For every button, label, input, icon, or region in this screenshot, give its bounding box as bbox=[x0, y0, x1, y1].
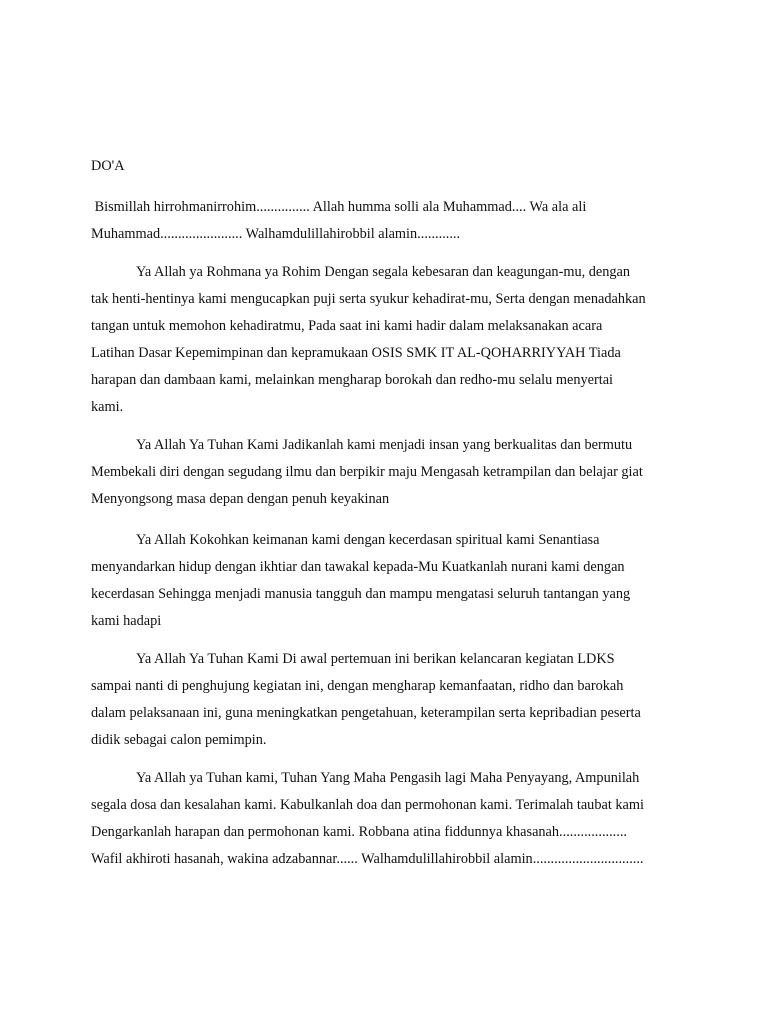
paragraph bbox=[91, 259, 691, 421]
paragraph bbox=[91, 527, 691, 635]
paragraph-4 bbox=[91, 646, 691, 754]
text-line: Ya Allah Ya Tuhan Kami Jadikanlah kami menjadi insan yang berkualitas dan bermutu bbox=[136, 437, 633, 453]
text-line: kami hadapi bbox=[91, 613, 162, 629]
text-line: dalam pelaksanaan ini, guna meningkatkan pengetahuan, keterampilan serta kepribadian peserta bbox=[91, 705, 641, 721]
text-line: Ya Allah Kokohkan keimanan kami dengan kecerdasan spiritual kami Senantiasa bbox=[136, 532, 600, 548]
paragraph bbox=[91, 194, 691, 248]
text-line: Menyongsong masa depan dengan penuh keyakinan bbox=[91, 491, 390, 507]
document-title: DO'A bbox=[91, 158, 125, 174]
text-line: menyandarkan hidup dengan ikhtiar dan tawakal kepada-Mu Kuatkanlah nurani kami dengan bbox=[91, 559, 625, 575]
paragraph bbox=[91, 765, 691, 873]
text-line: Muhammad....................... Walhamdulillahirobbil alamin............ bbox=[91, 226, 461, 242]
text-line: tak henti-hentinya kami mengucapkan puji serta syukur kehadirat-mu, Serta dengan menadahkan bbox=[91, 291, 646, 307]
text-line: segala dosa dan kesalahan kami. Kabulkanlah doa dan permohonan kami. Terimalah taubat kami bbox=[91, 797, 644, 813]
paragraph-5 bbox=[91, 765, 691, 873]
paragraph bbox=[91, 646, 691, 754]
text-line: Ya Allah ya Rohmana ya Rohim Dengan segala kebesaran dan keagungan-mu, dengan bbox=[136, 264, 631, 280]
text-line: tangan untuk memohon kehadiratmu, Pada saat ini kami hadir dalam melaksanakan acara bbox=[91, 318, 603, 334]
text-line: Membekali diri dengan segudang ilmu dan berpikir maju Mengasah ketrampilan dan belajar giat bbox=[91, 464, 643, 480]
text-line: Wafil akhiroti hasanah, wakina adzabannar...... Walhamdulillahirobbil alamin............................... bbox=[91, 851, 644, 867]
paragraph-opening bbox=[91, 194, 691, 248]
paragraph-1 bbox=[91, 259, 691, 421]
text-line: Latihan Dasar Kepemimpinan dan kepramukaan OSIS SMK IT AL-QOHARRIYYAH Tiada bbox=[91, 345, 621, 361]
text-line: harapan dan dambaan kami, melainkan mengharap borokah dan redho-mu selalu menyertai bbox=[91, 372, 614, 388]
text-line: Dengarkanlah harapan dan permohonan kami. Robbana atina fiddunnya khasanah................... bbox=[91, 824, 627, 840]
text-line: didik sebagai calon pemimpin. bbox=[91, 732, 267, 748]
text-line: Ya Allah ya Tuhan kami, Tuhan Yang Maha Pengasih lagi Maha Penyayang, Ampunilah bbox=[136, 770, 640, 786]
paragraph-3 bbox=[91, 527, 691, 635]
text-line: kami. bbox=[91, 399, 124, 415]
text-line: Ya Allah Ya Tuhan Kami Di awal pertemuan ini berikan kelancaran kegiatan LDKS bbox=[136, 651, 615, 667]
text-line: sampai nanti di penghujung kegiatan ini, dengan mengharap kemanfaatan, ridho dan barokah bbox=[91, 678, 624, 694]
paragraph-2 bbox=[91, 432, 691, 513]
text-line: kecerdasan Sehingga menjadi manusia tangguh dan mampu mengatasi seluruh tantangan yang bbox=[91, 586, 631, 602]
text-line: Bismillah hirrohmanirrohim............... Allah humma solli ala Muhammad.... Wa ala ali bbox=[91, 199, 587, 215]
paragraph bbox=[91, 432, 691, 513]
